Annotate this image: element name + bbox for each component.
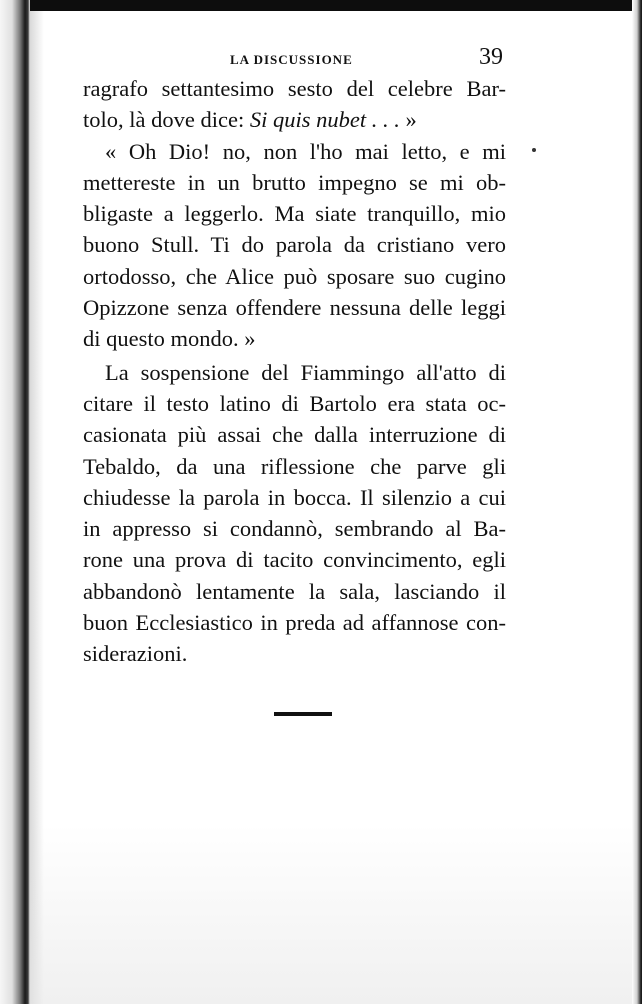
chapter-end-rule xyxy=(274,712,332,716)
page-number: 39 xyxy=(479,44,503,70)
latin-quote: Si quis nubet . . . xyxy=(249,107,400,133)
page-bottom-shading xyxy=(30,824,632,1004)
text-line: buono Stull. Ti do parola da cristiano vero xyxy=(83,232,506,258)
page-right-edge xyxy=(632,0,642,1004)
text-line: La sospensione del Fiammingo all'atto di xyxy=(105,359,506,385)
scan-top-border xyxy=(0,0,642,11)
text-line: chiudesse la parola in bocca. Il silenzio a cui xyxy=(83,484,506,510)
text-line: bligaste a leggerlo. Ma siate tranquillo, mio xyxy=(83,201,506,227)
text-line: siderazioni. xyxy=(83,641,188,667)
text-line: mettereste in un brutto impegno se mi ob- xyxy=(83,169,506,195)
text-line: citare il testo latino di Bartolo era stata oc- xyxy=(83,390,506,416)
text-line: di questo mondo. » xyxy=(83,326,256,352)
text-segment: tolo, là dove dice: xyxy=(83,107,250,133)
text-line: ortodosso, che Alice può sposare suo cugino xyxy=(83,263,506,289)
text-line: Tebaldo, da una riflessione che parve gli xyxy=(83,453,506,479)
body-text xyxy=(83,73,506,670)
text-line: casionata più assai che dalla interruzione di xyxy=(83,422,506,448)
text-segment: » xyxy=(399,107,417,133)
running-head xyxy=(200,44,520,76)
ink-speck xyxy=(532,148,536,152)
book-spine-edge xyxy=(0,0,30,1004)
text-line: abbandonò lentamente la sala, lasciando il xyxy=(83,578,506,604)
text-line: in appresso si condannò, sembrando al Ba- xyxy=(83,516,506,542)
text-line xyxy=(83,104,506,135)
running-title: LA DISCUSSIONE xyxy=(230,52,353,67)
text-line: Opizzone senza offendere nessuna delle leggi xyxy=(83,295,506,321)
text-line: ragrafo settantesimo sesto del celebre Bar- xyxy=(83,76,506,101)
text-line: buon Ecclesiastico in preda ad affannose con- xyxy=(83,610,506,636)
text-line: rone una prova di tacito convincimento, egli xyxy=(83,547,506,573)
text-line: « Oh Dio! no, non l'ho mai letto, e mi xyxy=(105,138,506,164)
